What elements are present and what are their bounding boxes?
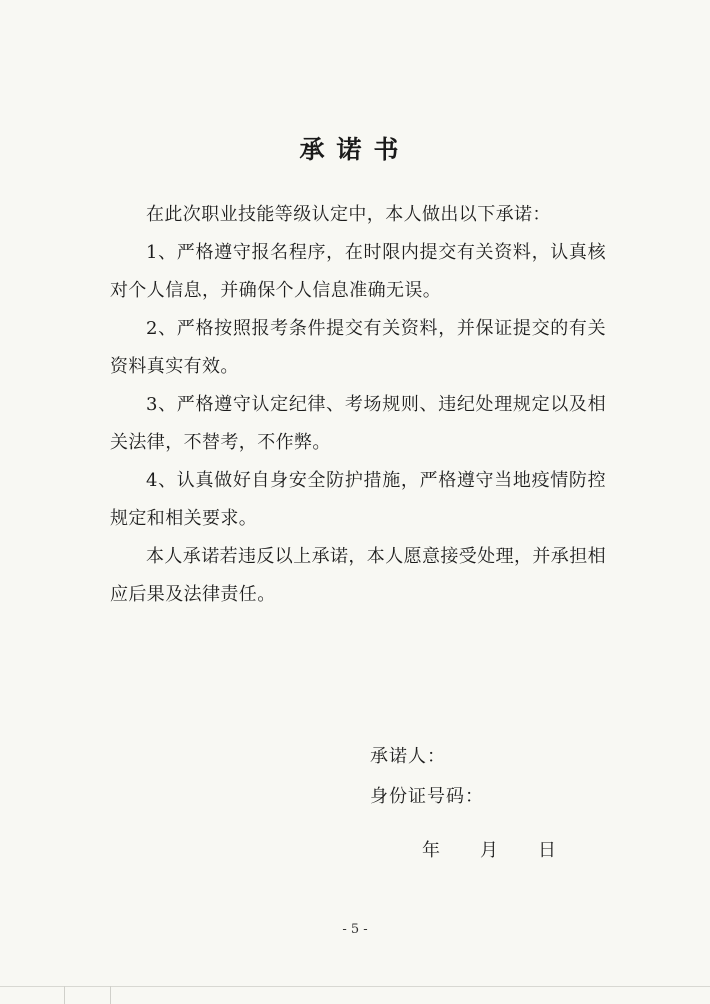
intro-paragraph: 在此次职业技能等级认定中，本人做出以下承诺： xyxy=(146,204,551,225)
date-month-label: 月 xyxy=(480,840,498,861)
date-day-label: 日 xyxy=(538,840,556,861)
commitment-item-3: 3、严格遵守认定纪律、考场规则、违纪处理规定以及相关法律，不替考，不作弊。 xyxy=(110,394,606,453)
closing-paragraph: 本人承诺若违反以上承诺，本人愿意接受处理，并承担相应后果及法律责任。 xyxy=(110,546,606,605)
document-body xyxy=(110,196,606,614)
scan-bottom-edge xyxy=(0,986,710,987)
date-year-label: 年 xyxy=(422,840,440,861)
scan-edge-mark xyxy=(64,986,65,1004)
scan-edge-mark xyxy=(110,986,111,1004)
commitment-item-1: 1、严格遵守报名程序，在时限内提交有关资料，认真核对个人信息，并确保个人信息准确无误。 xyxy=(110,242,606,301)
id-number-label: 身份证号码： xyxy=(370,786,484,807)
page-number: - 5 - xyxy=(342,922,368,937)
commitment-item-4: 4、认真做好自身安全防护措施，严格遵守当地疫情防控规定和相关要求。 xyxy=(110,470,606,529)
commitment-item-2: 2、严格按照报考条件提交有关资料，并保证提交的有关资料真实有效。 xyxy=(110,318,606,377)
document-title: 承诺书 xyxy=(299,135,411,164)
promiser-label: 承诺人： xyxy=(370,746,446,767)
